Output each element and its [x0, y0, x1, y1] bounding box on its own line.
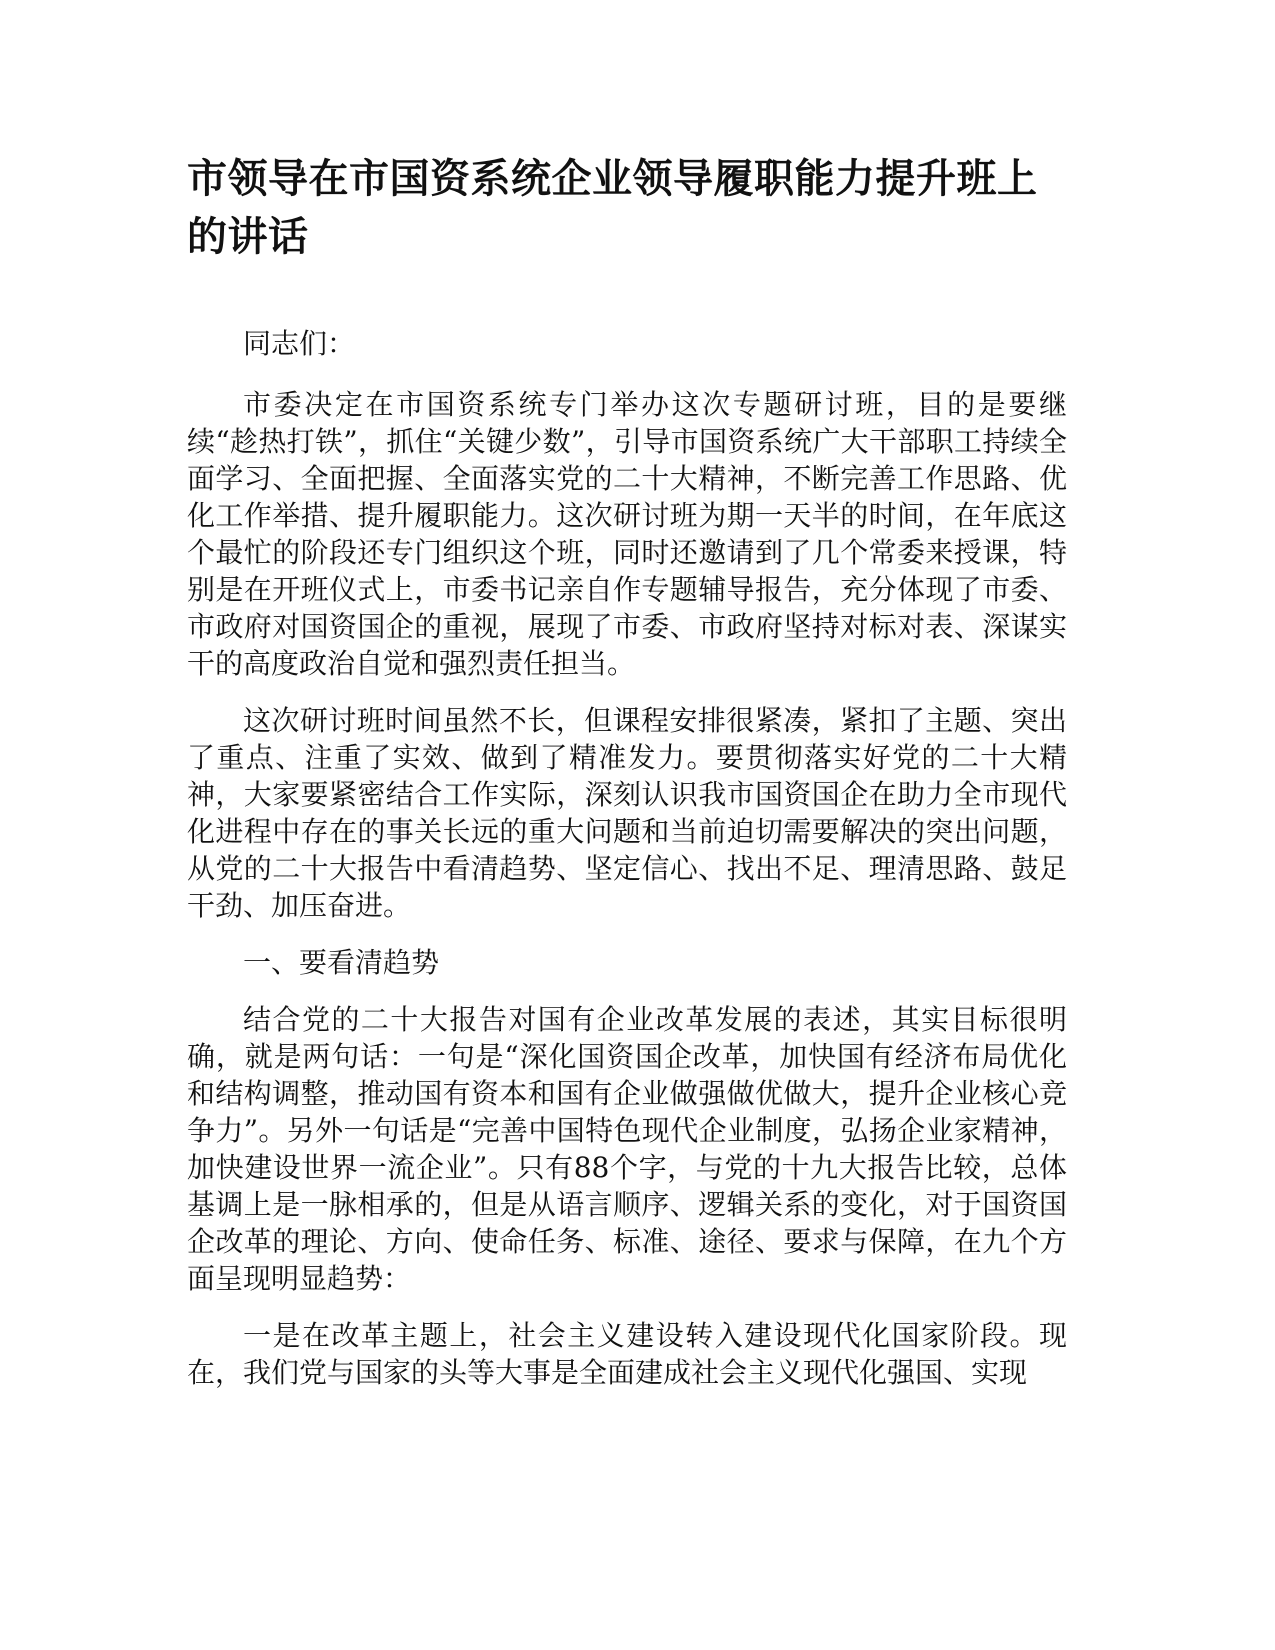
- salutation-paragraph: 同志们：: [243, 327, 356, 360]
- body-paragraph: 结合党的二十大报告对国有企业改革发展的表述，其实目标很明确，就是两句话：一句是“深化国资国企改革，加快国有经济布局优化和结构调整，推动国有资本和国有企业做强做优做大，提升企业核心竞争力”。另外一句话是“完善中国特色现代企业制度，弘扬企业家精神，加快建设世界一流企业”。只有88个字，与党的十九大报告比较，总体基调上是一脉相承的，但是从语言顺序、逻辑关系的变化，对于国资国企改革的理论、方向、使命任务、标准、途径、要求与保障，在九个方面呈现明显趋势：: [187, 1003, 1067, 1295]
- document-title: 市领导在市国资系统企业领导履职能力提升班上的讲话: [187, 156, 1038, 260]
- document-body: [187, 325, 1067, 1411]
- body-paragraph: 一是在改革主题上，社会主义建设转入建设现代化国家阶段。现在，我们党与国家的头等大事是全面建成社会主义现代化强国、实现: [187, 1319, 1067, 1389]
- body-paragraph: 这次研讨班时间虽然不长，但课程安排很紧凑，紧扣了主题、突出了重点、注重了实效、做到了精准发力。要贯彻落实好党的二十大精神，大家要紧密结合工作实际，深刻认识我市国资国企在助力全市现代化进程中存在的事关长远的重大问题和当前迫切需要解决的突出问题，从党的二十大报告中看清趋势、坚定信心、找出不足、理清思路、鼓足干劲、加压奋进。: [187, 704, 1067, 922]
- section-heading: 一、要看清趋势: [243, 946, 440, 979]
- body-paragraph: 市委决定在市国资系统专门举办这次专题研讨班，目的是要继续“趁热打铁”，抓住“关键少数”，引导市国资系统广大干部职工持续全面学习、全面把握、全面落实党的二十大精神，不断完善工作思路、优化工作举措、提升履职能力。这次研讨班为期一天半的时间，在年底这个最忙的阶段还专门组织这个班，同时还邀请到了几个常委来授课，特别是在开班仪式上，市委书记亲自作专题辅导报告，充分体现了市委、市政府对国资国企的重视，展现了市委、市政府坚持对标对表、深谋实干的高度政治自觉和强烈责任担当。: [187, 388, 1067, 680]
